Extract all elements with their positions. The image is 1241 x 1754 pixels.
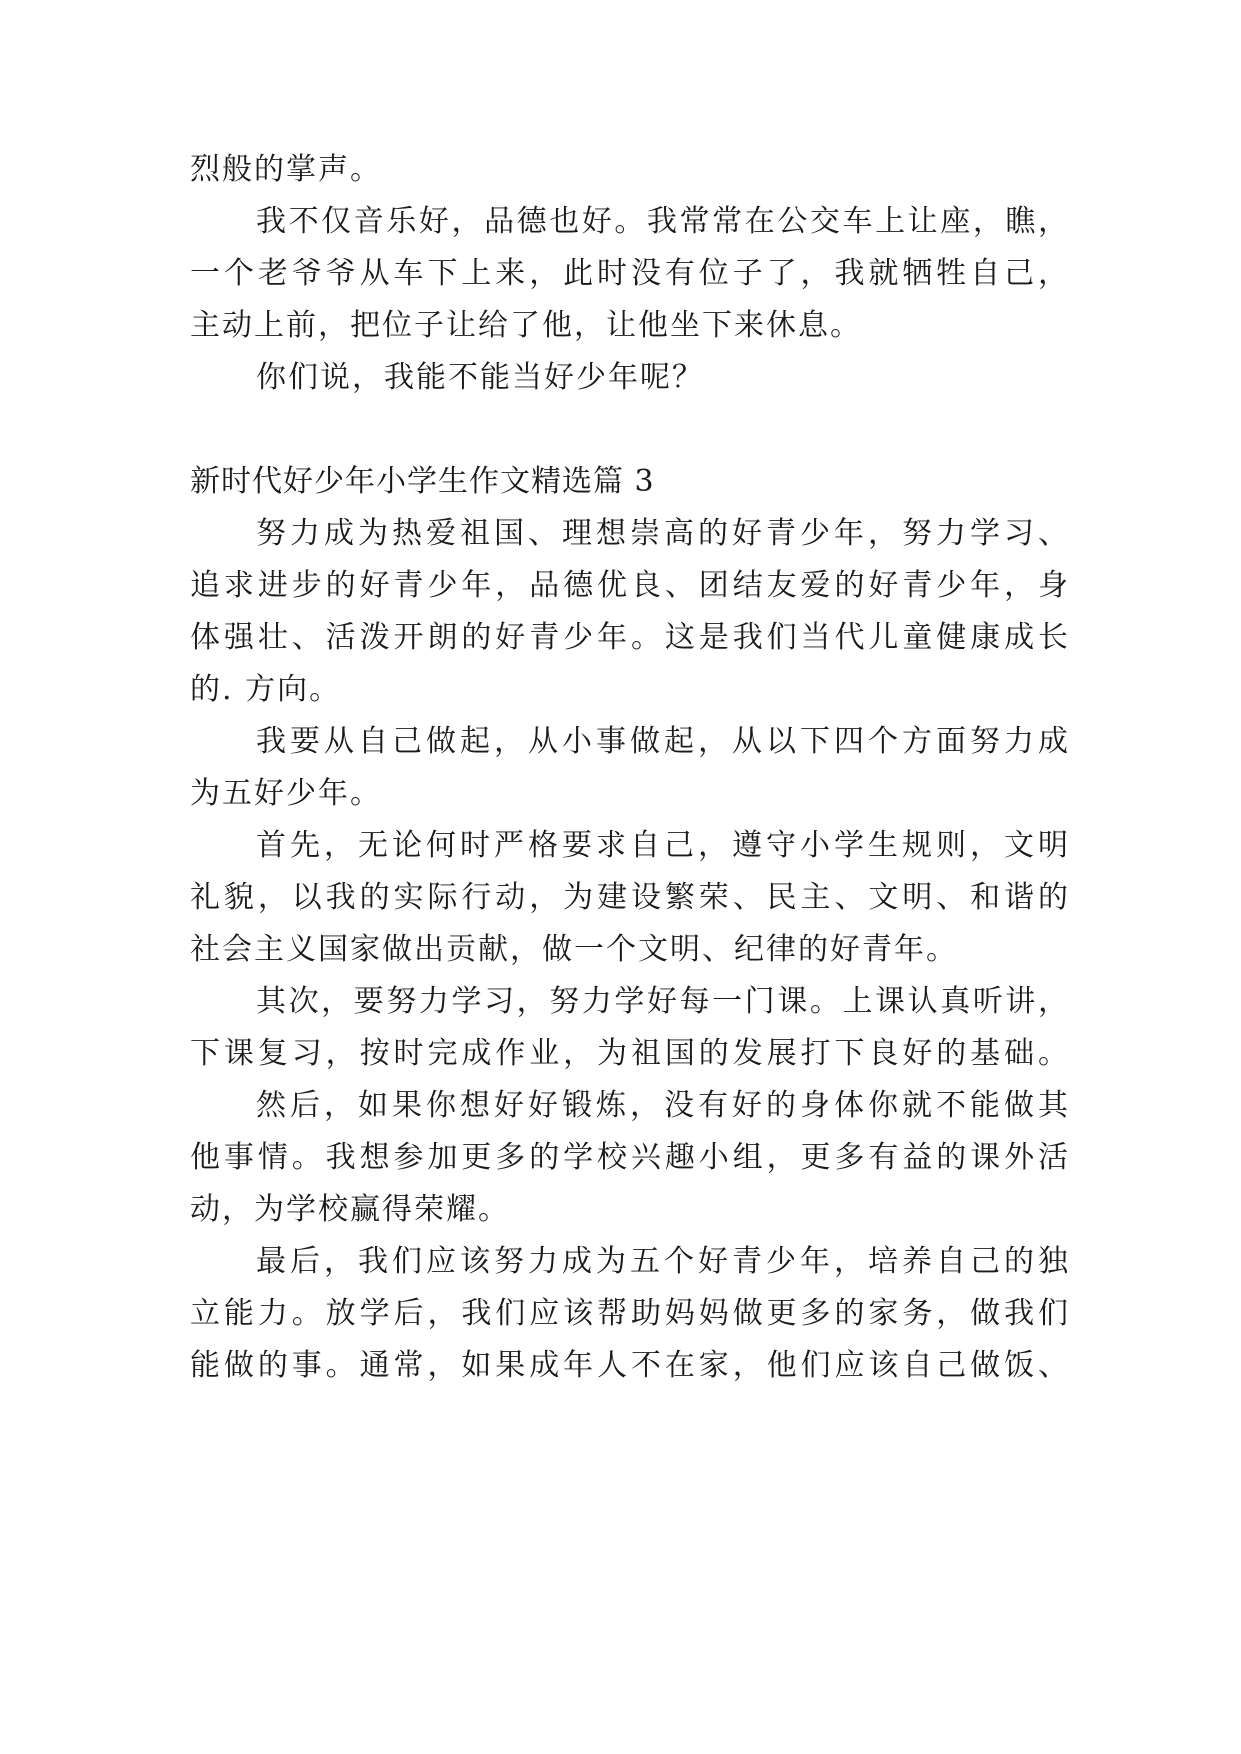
text-line: 礼貌，以我的实际行动，为建设繁荣、民主、文明、和谐的 [190, 880, 1070, 915]
text-line: 主动上前，把位子让给了他，让他坐下来休息。 [190, 308, 862, 343]
paragraph-first-line: 最后，我们应该努力成为五个好青少年，培养自己的独 [256, 1244, 1070, 1279]
paragraph-first-line: 然后，如果你想好好锻炼，没有好的身体你就不能做其 [256, 1088, 1070, 1123]
paragraph-first-line: 其次，要努力学习，努力学好每一门课。上课认真听讲， [256, 984, 1070, 1019]
text-line: 下课复习，按时完成作业，为祖国的发展打下良好的基础。 [190, 1036, 1070, 1071]
paragraph-first-line: 我要从自己做起，从小事做起，从以下四个方面努力成 [256, 724, 1070, 759]
text-line: 追求进步的好青少年，品德优良、团结友爱的好青少年，身 [190, 568, 1070, 603]
text-line: 烈般的掌声。 [190, 152, 382, 187]
paragraph-first-line: 我不仅音乐好，品德也好。我常常在公交车上让座，瞧， [256, 204, 1070, 239]
text-line: 社会主义国家做出贡献，做一个文明、纪律的好青年。 [190, 932, 958, 967]
text-line: 动，为学校赢得荣耀。 [190, 1192, 510, 1227]
paragraph-first-line: 首先，无论何时严格要求自己，遵守小学生规则，文明 [256, 828, 1070, 863]
text-line: 为五好少年。 [190, 776, 382, 811]
text-line: 立能力。放学后，我们应该帮助妈妈做更多的家务，做我们 [190, 1296, 1070, 1331]
text-line: 能做的事。通常，如果成年人不在家，他们应该自己做饭、 [190, 1348, 1070, 1383]
text-line: 的. 方向。 [190, 672, 342, 707]
paragraph-first-line: 努力成为热爱祖国、理想崇高的好青少年，努力学习、 [256, 516, 1070, 551]
text-line: 体强壮、活泼开朗的好青少年。这是我们当代儿童健康成长 [190, 620, 1070, 655]
section-heading: 新时代好少年小学生作文精选篇 3 [190, 464, 655, 499]
text-line: 他事情。我想参加更多的学校兴趣小组，更多有益的课外活 [190, 1140, 1070, 1175]
paragraph-first-line: 你们说，我能不能当好少年呢？ [256, 360, 704, 395]
text-line: 一个老爷爷从车下上来，此时没有位子了，我就牺牲自己， [190, 256, 1070, 291]
